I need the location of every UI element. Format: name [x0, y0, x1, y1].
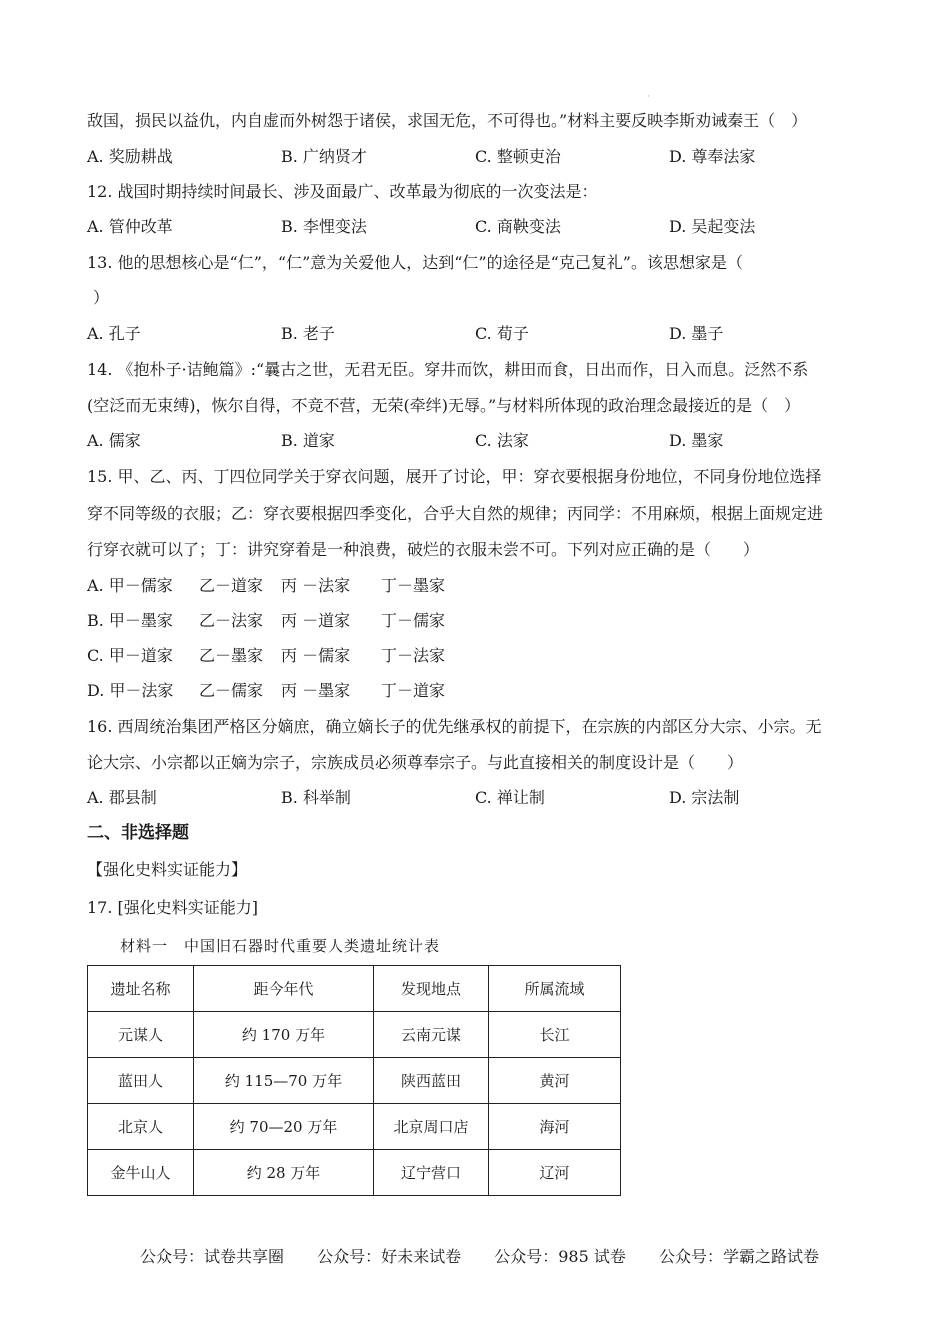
table-header-cell: 所属流域 — [489, 966, 621, 1012]
q13-option-b: B. 老子 — [281, 324, 335, 343]
table-row — [88, 1012, 621, 1058]
table-cell: 海河 — [489, 1104, 621, 1150]
table-header-cell: 遗址名称 — [88, 966, 194, 1012]
q14-text-line1: 14. 《抱朴子·诘鲍篇》:“曩古之世，无君无臣。穿井而饮，耕田而食，日出而作，日入而息。泛然不系 — [87, 360, 809, 379]
table-cell: 蓝田人 — [88, 1058, 194, 1104]
footer-item: 公众号：学霸之路试卷 — [658, 1247, 819, 1266]
table-cell: 北京周口店 — [374, 1104, 489, 1150]
table-cell: 云南元谋 — [374, 1012, 489, 1058]
q15-option-c: C. 甲－道家 乙－墨家 丙 －儒家 丁－法家 — [87, 646, 446, 665]
q15-text-line3: 行穿衣就可以了；丁：讲究穿着是一种浪费，破烂的衣服未尝不可。下列对应正确的是（ ） — [87, 540, 760, 559]
q11-option-d: D. 尊奉法家 — [669, 147, 756, 166]
q13-option-d: D. 墨子 — [669, 324, 724, 343]
table-caption: 材料一 中国旧石器时代重要人类遗址统计表 — [120, 937, 441, 955]
q16-option-a: A. 郡县制 — [87, 788, 157, 807]
table-cell: 约 70—20 万年 — [194, 1104, 374, 1150]
section-title: 二、非选择题 — [87, 823, 189, 843]
q12-text: 12. 战国时期持续时间最长、涉及面最广、改革最为彻底的一次变法是： — [87, 182, 598, 201]
sites-table — [87, 965, 621, 1196]
q12-option-b: B. 李悝变法 — [281, 217, 367, 236]
table-cell: 约 170 万年 — [194, 1012, 374, 1058]
table-row — [88, 1058, 621, 1104]
q15-option-b: B. 甲－墨家 乙－法家 丙 －道家 丁－儒家 — [87, 611, 446, 630]
q15-text-line1: 15. 甲、乙、丙、丁四位同学关于穿衣问题，展开了讨论，甲：穿衣要根据身份地位，不同身份地位选择 — [87, 467, 822, 486]
q15-text-line2: 穿不同等级的衣服；乙：穿衣要根据四季变化，合乎大自然的规律；丙同学：不用麻烦，根据上面规定进 — [87, 504, 824, 523]
q14-option-b: B. 道家 — [281, 431, 335, 450]
q15-option-d: D. 甲－法家 乙－儒家 丙 －墨家 丁－道家 — [87, 681, 446, 700]
q11-option-c: C. 整顿吏治 — [475, 147, 561, 166]
q14-option-c: C. 法家 — [475, 431, 529, 450]
table-cell: 黄河 — [489, 1058, 621, 1104]
table-cell: 元谋人 — [88, 1012, 194, 1058]
footer-item: 公众号：试卷共享圈 — [140, 1247, 285, 1266]
q16-text-line2: 论大宗、小宗都以正嫡为宗子，宗族成员必须尊奉宗子。与此直接相关的制度设计是（ ） — [87, 753, 744, 772]
q12-option-c: C. 商鞅变法 — [475, 217, 561, 236]
table-cell: 约 115—70 万年 — [194, 1058, 374, 1104]
table-row — [88, 1104, 621, 1150]
q15-option-a: A. 甲－儒家 乙－道家 丙 －法家 丁－墨家 — [87, 576, 446, 595]
table-cell: 北京人 — [88, 1104, 194, 1150]
q11-text: 敌国，损民以益仇，内自虚而外树怨于诸侯，求国无危，不可得也。”材料主要反映李斯劝诫秦王（ ） — [87, 111, 808, 130]
table-row — [88, 1150, 621, 1196]
q14-option-d: D. 墨家 — [669, 431, 724, 450]
top-mark: · — [647, 92, 650, 101]
q16-option-c: C. 禅让制 — [475, 788, 545, 807]
table-cell: 长江 — [489, 1012, 621, 1058]
q14-option-a: A. 儒家 — [87, 431, 141, 450]
footer-item: 公众号：好未来试卷 — [317, 1247, 462, 1266]
table-header-cell: 距今年代 — [194, 966, 374, 1012]
footer — [140, 1244, 847, 1267]
q16-text-line1: 16. 西周统治集团严格区分嫡庶，确立嫡长子的优先继承权的前提下，在宗族的内部区分大宗、小宗。无 — [87, 717, 822, 736]
q13-text-line2: ） — [93, 288, 110, 307]
q13-text-line1: 13. 他的思想核心是“仁”，“仁”意为关爱他人，达到“仁”的途径是“克己复礼”。该思想家是（ — [87, 253, 743, 272]
footer-item: 公众号：985 试卷 — [494, 1247, 626, 1266]
q17-title: 17. [强化史料实证能力] — [87, 898, 259, 917]
table-header-cell: 发现地点 — [374, 966, 489, 1012]
q11-option-a: A. 奖励耕战 — [87, 147, 173, 166]
table-header-row — [88, 966, 621, 1012]
q16-option-d: D. 宗法制 — [669, 788, 740, 807]
table-cell: 辽河 — [489, 1150, 621, 1196]
q16-option-b: B. 科举制 — [281, 788, 351, 807]
q11-option-b: B. 广纳贤才 — [281, 147, 367, 166]
q13-option-c: C. 荀子 — [475, 324, 529, 343]
section-subtitle: 【强化史料实证能力】 — [87, 860, 248, 879]
q12-option-d: D. 吴起变法 — [669, 217, 756, 236]
table-cell: 金牛山人 — [88, 1150, 194, 1196]
q12-option-a: A. 管仲改革 — [87, 217, 173, 236]
table-cell: 陕西蓝田 — [374, 1058, 489, 1104]
table-cell: 约 28 万年 — [194, 1150, 374, 1196]
q13-option-a: A. 孔子 — [87, 324, 141, 343]
q14-text-line2: (空泛而无束缚)，恢尔自得，不竞不营，无荣(牵绊)无辱。”与材料所体现的政治理念最接近的是（ ） — [87, 396, 801, 415]
table-cell: 辽宁营口 — [374, 1150, 489, 1196]
